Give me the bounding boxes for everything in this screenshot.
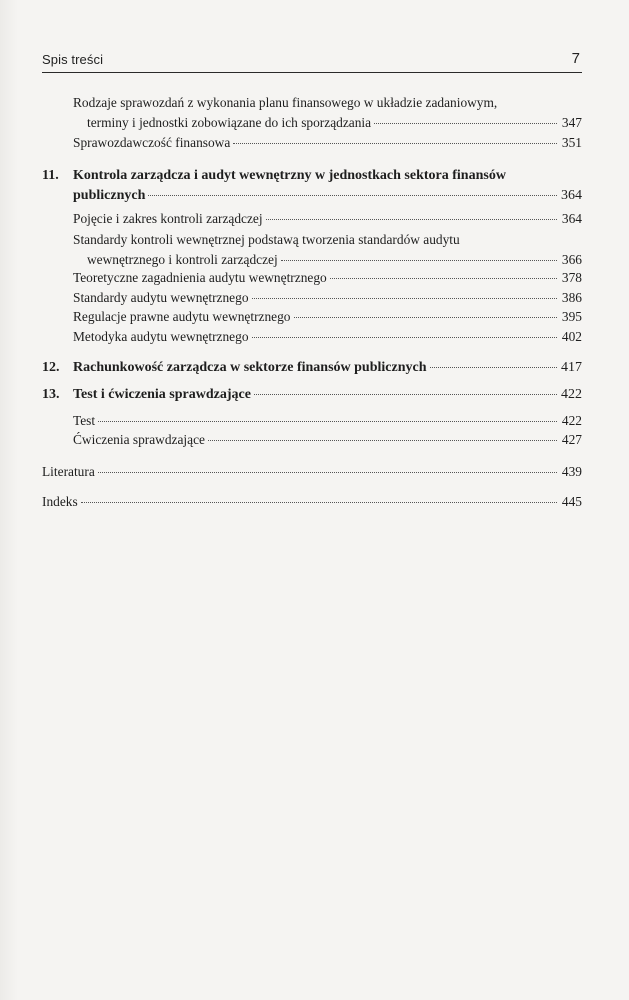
toc-entry-page: 366 [561,252,582,267]
toc-entry-page: 445 [561,494,582,509]
toc-chapter-title: Test i ćwiczenia sprawdzające [73,387,251,402]
toc-entry-page: 364 [561,211,582,226]
toc-entry[interactable] [73,430,582,450]
toc-chapter-page: 417 [561,360,582,375]
toc-chapter-page: 422 [561,387,582,402]
dot-leader [430,367,558,368]
toc-entry-page: 378 [561,270,582,285]
chapter-number: 12. [42,360,60,375]
dot-leader [374,123,557,124]
toc-entry-page: 395 [561,309,582,324]
toc-entry-title: Pojęcie i zakres kontroli zarządczej [73,211,263,226]
toc-entry[interactable] [73,230,582,270]
header-page-number: 7 [571,50,580,67]
header-title: Spis treści [42,52,104,67]
toc-entry[interactable] [73,327,582,347]
toc-entry[interactable] [73,268,582,288]
toc-entry-page: 351 [561,135,582,150]
dot-leader [98,472,557,473]
toc-entry-title-cont: terminy i jednostki zobowiązane do ich sporządzania [87,115,372,130]
toc-entry-title-cont: wewnętrznego i kontroli zarządczej [87,252,278,267]
toc-chapter-11[interactable] [73,166,582,206]
dot-leader [233,143,557,144]
toc-chapter-page: 364 [561,188,582,203]
toc-entry-title: Regulacje prawne audytu wewnętrznego [73,309,291,324]
dot-leader [148,195,557,196]
toc-chapter-title: Kontrola zarządcza i audyt wewnętrzny w jednostkach sektora finansów [73,168,506,183]
toc-chapter-title-cont: publicznych [73,188,146,203]
toc-chapter-13[interactable] [73,385,582,405]
toc-entry-title: Metodyka audytu wewnętrznego [73,329,249,344]
toc-entry-title: Ćwiczenia sprawdzające [73,432,205,447]
toc-entry-title: Teoretyczne zagadnienia audytu wewnętrznego [73,270,327,285]
dot-leader [294,317,557,318]
toc-entry-title: Standardy kontroli wewnętrznej podstawą tworzenia standardów audytu [73,232,460,247]
toc-chapter-title: Rachunkowość zarządcza w sektorze finansów publicznych [73,360,427,375]
dot-leader [81,502,557,503]
toc-entry[interactable] [73,307,582,327]
toc-entry-title: Literatura [42,464,95,479]
chapter-number: 13. [42,387,60,402]
toc-entry[interactable] [73,133,582,153]
dot-leader [208,440,557,441]
toc-entry-title: Indeks [42,494,78,509]
toc-entry-page: 347 [561,115,582,130]
toc-entry-page: 439 [561,464,582,479]
toc-entry-title: Rodzaje sprawozdań z wykonania planu finansowego w układzie zadaniowym, [73,95,498,110]
toc-entry[interactable] [73,411,582,431]
toc-entry-page: 402 [561,329,582,344]
toc-entry-page: 386 [561,290,582,305]
toc-entry[interactable] [73,209,582,229]
dot-leader [254,394,557,395]
dot-leader [281,260,557,261]
toc-entry[interactable] [42,462,582,482]
dot-leader [252,298,557,299]
toc-entry-page: 422 [561,413,582,428]
dot-leader [98,421,557,422]
toc-chapter-12[interactable] [73,358,582,378]
dot-leader [330,278,557,279]
dot-leader [266,219,557,220]
toc-entry-page: 427 [561,432,582,447]
toc-entry-title: Sprawozdawczość finansowa [73,135,231,150]
toc-entry-title: Test [73,413,96,428]
chapter-number: 11. [42,168,59,183]
toc-entry[interactable] [73,93,582,133]
toc-entry[interactable] [73,288,582,308]
running-header [42,48,582,73]
toc-entry-title: Standardy audytu wewnętrznego [73,290,249,305]
toc-entry[interactable] [42,492,582,512]
dot-leader [252,337,557,338]
